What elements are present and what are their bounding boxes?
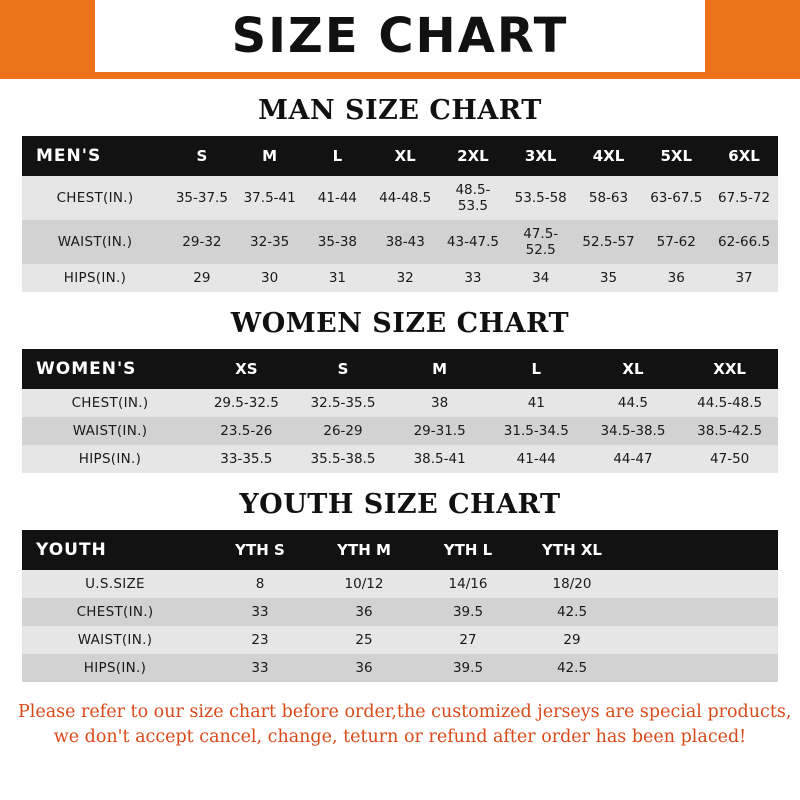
man-table-body [22, 176, 778, 292]
row-label: HIPS(IN.) [22, 264, 168, 292]
cell: 42.5 [520, 598, 624, 626]
youth-table-head [22, 530, 778, 570]
women-col-header: M [391, 349, 488, 389]
cell: 41-44 [488, 445, 585, 473]
page-title: SIZE CHART [231, 8, 569, 64]
table-header-row [22, 349, 778, 389]
cell: 36 [642, 264, 710, 292]
cell: 33 [439, 264, 507, 292]
women-col-header: XS [198, 349, 295, 389]
cell: 57-62 [642, 220, 710, 264]
cell: 62-66.5 [710, 220, 778, 264]
table-row [22, 654, 778, 682]
section-man [0, 95, 800, 292]
youth-col-header: YTH L [416, 530, 520, 570]
women-col-header: XL [585, 349, 682, 389]
women-col-header: L [488, 349, 585, 389]
youth-corner-label: YOUTH [22, 530, 208, 570]
cell: 42.5 [520, 654, 624, 682]
cell: 26-29 [295, 417, 392, 445]
cell: 35 [575, 264, 643, 292]
table-row [22, 220, 778, 264]
cell: 38.5-42.5 [681, 417, 778, 445]
cell-empty [624, 626, 778, 654]
man-col-header: 2XL [439, 136, 507, 176]
cell-empty [624, 570, 778, 598]
banner-left-block [0, 0, 95, 72]
man-col-header: L [304, 136, 372, 176]
row-label: WAIST(IN.) [22, 220, 168, 264]
table-row [22, 176, 778, 220]
cell: 34 [507, 264, 575, 292]
row-label: WAIST(IN.) [22, 417, 198, 445]
banner-right-block [705, 0, 800, 72]
table-row [22, 626, 778, 654]
cell: 33 [208, 598, 312, 626]
row-label: HIPS(IN.) [22, 445, 198, 473]
section-youth [0, 489, 800, 682]
cell: 47.5-52.5 [507, 220, 575, 264]
cell: 47-50 [681, 445, 778, 473]
cell: 18/20 [520, 570, 624, 598]
man-col-header: 4XL [575, 136, 643, 176]
row-label: CHEST(IN.) [22, 598, 208, 626]
footer-note-line-2: we don't accept cancel, change, teturn or refund after order has been placed! [53, 727, 747, 748]
cell: 25 [312, 626, 416, 654]
cell: 33-35.5 [198, 445, 295, 473]
table-row [22, 417, 778, 445]
man-col-header: 6XL [710, 136, 778, 176]
cell: 37 [710, 264, 778, 292]
cell: 38-43 [371, 220, 439, 264]
cell: 35.5-38.5 [295, 445, 392, 473]
man-col-header: M [236, 136, 304, 176]
cell: 36 [312, 598, 416, 626]
cell: 29-32 [168, 220, 236, 264]
youth-col-header: YTH XL [520, 530, 624, 570]
cell: 44-47 [585, 445, 682, 473]
cell: 32.5-35.5 [295, 389, 392, 417]
youth-col-header: YTH S [208, 530, 312, 570]
table-row [22, 598, 778, 626]
table-row [22, 570, 778, 598]
women-size-table [22, 349, 778, 473]
cell: 35-37.5 [168, 176, 236, 220]
cell: 44-48.5 [371, 176, 439, 220]
youth-size-table [22, 530, 778, 682]
footer-note-line-1: Please refer to our size chart before order,the customized jerseys are special products, [18, 702, 792, 722]
cell: 32 [371, 264, 439, 292]
cell: 29.5-32.5 [198, 389, 295, 417]
table-header-row [22, 136, 778, 176]
cell: 44.5-48.5 [681, 389, 778, 417]
cell-empty [624, 598, 778, 626]
banner-title-area [95, 0, 705, 72]
footer-note [0, 700, 800, 751]
cell: 29 [520, 626, 624, 654]
cell: 32-35 [236, 220, 304, 264]
cell: 31 [304, 264, 372, 292]
row-label: CHEST(IN.) [22, 176, 168, 220]
man-col-header: XL [371, 136, 439, 176]
cell: 30 [236, 264, 304, 292]
man-col-header: S [168, 136, 236, 176]
section-title-women: WOMEN SIZE CHART [230, 308, 570, 339]
cell: 36 [312, 654, 416, 682]
youth-table-body [22, 570, 778, 682]
women-col-header: S [295, 349, 392, 389]
cell-empty [624, 654, 778, 682]
cell: 8 [208, 570, 312, 598]
cell: 23 [208, 626, 312, 654]
women-col-header: XXL [681, 349, 778, 389]
man-size-table [22, 136, 778, 292]
row-label: WAIST(IN.) [22, 626, 208, 654]
header-banner [0, 0, 800, 72]
women-table-body [22, 389, 778, 473]
cell: 23.5-26 [198, 417, 295, 445]
cell: 33 [208, 654, 312, 682]
row-label: HIPS(IN.) [22, 654, 208, 682]
man-col-header: 5XL [642, 136, 710, 176]
cell: 35-38 [304, 220, 372, 264]
cell: 37.5-41 [236, 176, 304, 220]
cell: 29-31.5 [391, 417, 488, 445]
man-table-head [22, 136, 778, 176]
cell: 58-63 [575, 176, 643, 220]
row-label: CHEST(IN.) [22, 389, 198, 417]
section-women [0, 308, 800, 473]
section-title-youth: YOUTH SIZE CHART [239, 489, 561, 520]
row-label: U.S.SIZE [22, 570, 208, 598]
cell: 31.5-34.5 [488, 417, 585, 445]
cell: 52.5-57 [575, 220, 643, 264]
cell: 39.5 [416, 598, 520, 626]
cell: 41-44 [304, 176, 372, 220]
section-title-man: MAN SIZE CHART [258, 95, 542, 126]
table-row [22, 264, 778, 292]
cell: 53.5-58 [507, 176, 575, 220]
man-corner-label: MEN'S [22, 136, 168, 176]
cell: 67.5-72 [710, 176, 778, 220]
cell: 44.5 [585, 389, 682, 417]
cell: 14/16 [416, 570, 520, 598]
cell: 41 [488, 389, 585, 417]
cell: 43-47.5 [439, 220, 507, 264]
table-header-row [22, 530, 778, 570]
cell: 39.5 [416, 654, 520, 682]
cell: 27 [416, 626, 520, 654]
women-corner-label: WOMEN'S [22, 349, 198, 389]
cell: 10/12 [312, 570, 416, 598]
table-row [22, 445, 778, 473]
cell: 48.5-53.5 [439, 176, 507, 220]
cell: 38 [391, 389, 488, 417]
cell: 63-67.5 [642, 176, 710, 220]
youth-col-header: YTH M [312, 530, 416, 570]
man-col-header: 3XL [507, 136, 575, 176]
cell: 34.5-38.5 [585, 417, 682, 445]
youth-col-header-empty [624, 530, 778, 570]
women-table-head [22, 349, 778, 389]
header-divider [0, 72, 800, 79]
cell: 38.5-41 [391, 445, 488, 473]
cell: 29 [168, 264, 236, 292]
table-row [22, 389, 778, 417]
